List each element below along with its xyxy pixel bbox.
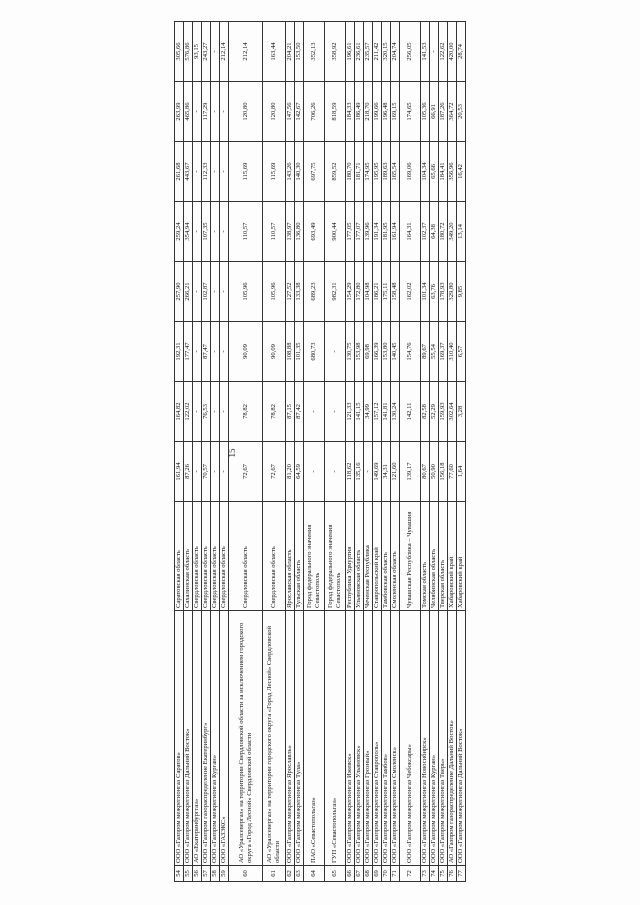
value-cell: 261,68 [175,142,184,202]
value-cell: - [211,442,220,502]
value-cell: 156,18 [439,442,448,502]
value-cell: - [211,322,220,382]
region-cell: Смоленская область [391,502,400,611]
region-cell: Хабаровский край [457,502,466,611]
value-cell: 174,65 [400,82,421,142]
value-cell: 192,31 [175,322,184,382]
value-cell: 121,60 [391,442,400,502]
region-cell: Тверская область [439,502,448,611]
value-cell: 136,80 [295,202,304,262]
value-cell: 110,57 [263,202,286,262]
value-cell: - [211,202,220,262]
row-number-cell: 63 [295,866,304,882]
organization-name-cell: ООО «Газпром межрегионгаз Смоленск» [391,611,400,866]
value-cell: 175,11 [382,262,391,322]
row-number-cell: 54 [175,866,184,882]
value-cell: 20,53 [457,82,466,142]
value-cell: 181,95 [382,202,391,262]
value-cell: 186,49 [355,82,364,142]
value-cell: 9,85 [457,262,466,322]
value-cell: 302,64 [448,382,457,442]
value-cell: 356,96 [448,142,457,202]
table-row [391,22,400,882]
organization-name-cell: ООО «Газпром межрегионгаз Тамбов» [382,611,391,866]
value-cell: 87,15 [286,382,295,442]
value-cell: 187,26 [439,82,448,142]
value-cell: 818,59 [325,82,346,142]
value-cell: 354,94 [184,202,193,262]
value-cell: 443,67 [184,142,193,202]
organization-name-cell: ООО «Газпром межрегионгаз Чебоксары» [400,611,421,866]
value-cell: 218,70 [364,82,373,142]
value-cell: 162,02 [400,262,421,322]
value-cell: 141,15 [355,382,364,442]
value-cell: - [193,142,202,202]
value-cell: - [193,442,202,502]
value-cell: - [193,382,202,442]
value-cell: 364,72 [448,82,457,142]
value-cell: 28,74 [457,22,466,82]
value-cell: 63,76 [430,262,439,322]
table-row [439,22,448,882]
value-cell: 177,05 [346,202,355,262]
value-cell: 102,87 [202,262,211,322]
value-cell: - [193,202,202,262]
value-cell: 184,41 [439,142,448,202]
organization-name-cell: АО «Екатеринбурггаз» [193,611,202,866]
value-cell: 135,16 [355,442,364,502]
value-cell: 154,29 [346,262,355,322]
value-cell: 153,80 [382,322,391,382]
table-body [175,22,466,882]
table-row [295,22,304,882]
organization-name-cell: ООО «Газпром межрегионгаз Грозный» [364,611,373,866]
value-cell: 900,44 [325,202,346,262]
value-cell: 212,14 [229,22,263,82]
value-cell: 87,42 [295,382,304,442]
value-cell: 122,02 [184,382,193,442]
value-cell: 149,69 [373,442,382,502]
value-cell: 143,26 [286,142,295,202]
value-cell: 196,61 [346,22,355,82]
value-cell: 34,31 [382,442,391,502]
region-cell: Томская область [421,502,430,611]
value-cell: 147,56 [286,82,295,142]
value-cell: 180,70 [346,142,355,202]
table-row [184,22,193,882]
value-cell: 164,31 [400,202,421,262]
value-cell: 181,71 [355,142,364,202]
table-row [430,22,439,882]
value-cell: 169,37 [439,322,448,382]
table-row [304,22,325,882]
table-row [400,22,421,882]
value-cell: 465,86 [184,82,193,142]
value-cell: - [220,202,229,262]
value-cell: 697,75 [304,142,325,202]
value-cell: 236,61 [355,22,364,82]
value-cell: 256,05 [400,22,421,82]
organization-name-cell: ООО «Газпром межрегионгаз Ижевск» [346,611,355,866]
value-cell: 120,80 [229,82,263,142]
table-row [364,22,373,882]
value-cell: 72,67 [229,442,263,502]
region-cell: Свердловская область [193,502,202,611]
value-cell: 101,34 [421,262,430,322]
value-cell: 13,14 [457,202,466,262]
value-cell: - [325,382,346,442]
value-cell: 243,27 [202,22,211,82]
organization-name-cell: ГУП «Севастопольгаз» [325,611,346,866]
value-cell: 177,47 [184,322,193,382]
table-row [175,22,184,882]
organization-name-cell: АО «Газпром газораспределение Дальний Восток» [448,611,457,866]
value-cell: 204,74 [391,22,400,82]
region-cell: Хабаровский край [448,502,457,611]
value-cell: 166,39 [373,322,382,382]
row-number-cell: 57 [202,866,211,882]
table-row [346,22,355,882]
table-row [382,22,391,882]
page-number: 15 [227,448,237,458]
row-number-cell: 60 [229,866,263,882]
value-cell: 212,14 [220,22,229,82]
value-cell: 70,57 [202,442,211,502]
organization-name-cell: ООО «Газпром межрегионгаз Тверь» [439,611,448,866]
value-cell: 105,36 [421,82,430,142]
value-cell: 34,99 [364,382,373,442]
value-cell: 112,33 [202,142,211,202]
value-cell: 172,80 [355,262,364,322]
organization-name-cell: ООО «Газпром межрегионгаз Саратов» [175,611,184,866]
value-cell: 115,69 [229,142,263,202]
table-row [263,22,286,882]
table-row [325,22,346,882]
row-number-cell: 56 [193,866,202,882]
value-cell: - [211,262,220,322]
value-cell: 50,90 [430,442,439,502]
region-cell: Свердловская область [211,502,220,611]
table-row [457,22,466,882]
value-cell: 191,34 [373,202,382,262]
value-cell: 110,57 [229,202,263,262]
value-cell: 66,91 [430,82,439,142]
value-cell: 982,31 [325,262,346,322]
value-cell: 108,88 [286,322,295,382]
value-cell: 78,82 [229,382,263,442]
value-cell: 195,95 [373,142,382,202]
row-number-cell: 62 [286,866,295,882]
organization-name-cell: АО «Уралсевергаз» на территории городского округа «Город Лесной» Свердловской области [263,611,286,866]
value-cell: 142,11 [400,382,421,442]
table-row [355,22,364,882]
value-cell: 104,98 [364,262,373,322]
value-cell: 78,82 [263,382,286,442]
value-cell: 161,94 [175,442,184,502]
value-cell: - [211,382,220,442]
row-number-cell: 76 [448,866,457,882]
row-number-cell: 69 [373,866,382,882]
organization-name-cell: ООО «Газпром межрегионгаз Ульяновск» [355,611,364,866]
value-cell: 120,80 [263,82,286,142]
value-cell: 139,17 [400,442,421,502]
value-cell: 115,69 [263,142,286,202]
value-cell: 420,00 [448,22,457,82]
value-cell: 211,42 [373,22,382,82]
value-cell: - [220,262,229,322]
value-cell: 90,09 [263,322,286,382]
organization-name-cell: ООО «Газпром межрегионгаз Дальний Восток» [457,611,466,866]
organization-name-cell: ООО «Газпром межрегионгаз Курган» [211,611,220,866]
value-cell: 104,34 [421,142,430,202]
row-number-cell: 58 [211,866,220,882]
row-number-cell: 72 [400,866,421,882]
region-cell: Республика Удмуртия [346,502,355,611]
table-row [211,22,220,882]
row-number-cell: 61 [263,866,286,882]
table-row [286,22,295,882]
tariff-table [174,21,466,882]
value-cell: 689,23 [304,262,325,322]
value-cell: 161,94 [391,202,400,262]
region-cell: Ульяновская область [355,502,364,611]
value-cell: 158,48 [391,262,400,322]
value-cell: 77,60 [448,442,457,502]
row-number-cell: 59 [220,866,229,882]
value-cell: 259,24 [175,202,184,262]
value-cell: 133,38 [295,262,304,322]
value-cell: 165,54 [391,142,400,202]
value-cell: 235,57 [364,22,373,82]
value-cell: 121,33 [346,382,355,442]
value-cell: 76,53 [202,382,211,442]
value-cell: 184,33 [346,82,355,142]
value-cell: 107,35 [202,202,211,262]
value-cell: - [304,442,325,502]
value-cell: 163,44 [263,22,286,82]
value-cell: 87,47 [202,322,211,382]
value-cell: 257,90 [175,262,184,322]
value-cell: - [430,22,439,82]
value-cell: - [304,382,325,442]
value-cell: 89,67 [421,322,430,382]
value-cell: 680,73 [304,322,325,382]
region-cell: Свердловская область [263,502,286,611]
region-cell: Свердловская область [229,502,263,611]
value-cell: 177,07 [355,202,364,262]
value-cell: 72,67 [263,442,286,502]
region-cell: Тульская область [295,502,304,611]
table-row [229,22,263,882]
value-cell: 180,72 [439,202,448,262]
value-cell: 55,54 [430,322,439,382]
value-cell: 154,76 [400,322,421,382]
value-cell: 169,06 [400,142,421,202]
organization-name-cell: ООО «Газпром межрегионгаз Ярославль» [286,611,295,866]
row-number-cell: 66 [346,866,355,882]
value-cell: - [364,442,373,502]
table-row [421,22,430,882]
value-cell: 105,96 [229,262,263,322]
value-cell: 305,66 [175,22,184,82]
organization-name-cell: ООО «Газпром межрегионгаз Тула» [295,611,304,866]
region-cell: Тамбовская область [382,502,391,611]
value-cell: - [220,322,229,382]
value-cell: 263,99 [175,82,184,142]
value-cell: 138,97 [286,202,295,262]
value-cell: 81,20 [286,442,295,502]
value-cell: 204,21 [286,22,295,82]
value-cell: - [193,82,202,142]
value-cell: 310,40 [448,322,457,382]
value-cell: 169,15 [391,82,400,142]
value-cell: 186,21 [373,262,382,322]
value-cell: 101,35 [295,322,304,382]
value-cell: 1,64 [457,442,466,502]
row-number-cell: 77 [457,866,466,882]
region-cell: Город федерального значения Севастополь [304,502,325,611]
value-cell: - [211,82,220,142]
value-cell: 174,95 [364,142,373,202]
value-cell: 82,58 [421,382,430,442]
region-cell: Ярославская область [286,502,295,611]
value-cell: 87,26 [184,442,193,502]
value-cell: - [325,322,346,382]
value-cell: 153,50 [295,22,304,82]
value-cell: 142,67 [295,82,304,142]
table-row [373,22,382,882]
value-cell: - [220,382,229,442]
value-cell: 141,81 [382,382,391,442]
value-cell: 189,63 [382,142,391,202]
value-cell: 122,62 [439,22,448,82]
row-number-cell: 74 [430,866,439,882]
region-cell: Чувашская Республика – Чувашия [400,502,421,611]
row-number-cell: 68 [364,866,373,882]
row-number-cell: 75 [439,866,448,882]
organization-name-cell: АО «Уралсевергаз» на территории Свердловской области за исключением городского округа «Город Лесной» Свердловской области [229,611,263,866]
value-cell: - [193,322,202,382]
value-cell: - [220,442,229,502]
value-cell: 118,62 [346,442,355,502]
value-cell: 352,13 [304,22,325,82]
value-cell: - [193,262,202,322]
row-number-cell: 70 [382,866,391,882]
value-cell: 6,57 [457,322,466,382]
value-cell: 102,37 [421,202,430,262]
value-cell: 127,52 [286,262,295,322]
organization-name-cell: ООО «ГАЗЭКС» [220,611,229,866]
value-cell: 130,24 [391,382,400,442]
value-cell: 3,28 [457,382,466,442]
value-cell: 157,12 [373,382,382,442]
region-cell: Свердловская область [220,502,229,611]
value-cell: 139,96 [364,202,373,262]
organization-name-cell: ПАО «Севастопольгаз» [304,611,325,866]
region-cell: Ставропольский край [373,502,382,611]
region-cell: Сахалинская область [184,502,193,611]
rotated-table-container [174,22,466,882]
value-cell: 320,15 [382,22,391,82]
region-cell: Чеченская Республика [364,502,373,611]
value-cell: 329,80 [448,262,457,322]
organization-name-cell: ООО «Газпром газораспределение Екатеринбург» [202,611,211,866]
value-cell: 576,86 [184,22,193,82]
value-cell: 64,59 [295,442,304,502]
value-cell: 140,45 [391,322,400,382]
value-cell: 64,38 [430,202,439,262]
value-cell: 130,75 [346,322,355,382]
value-cell: - [220,142,229,202]
region-cell: Саратовская область [175,502,184,611]
value-cell: 90,09 [229,322,263,382]
value-cell: 140,30 [295,142,304,202]
value-cell: 693,49 [304,202,325,262]
value-cell: 105,96 [263,262,286,322]
table-row [202,22,211,882]
value-cell: 196,48 [382,82,391,142]
organization-name-cell: ООО «Газпром межрегионгаз Новосибирск» [421,611,430,866]
value-cell: 69,98 [364,322,373,382]
region-cell: Город федерального значения Севастополь [325,502,346,611]
value-cell: 859,52 [325,142,346,202]
value-cell: - [325,442,346,502]
table-row [448,22,457,882]
value-cell: 159,93 [439,382,448,442]
value-cell: 266,21 [184,262,193,322]
value-cell: 93,15 [193,22,202,82]
value-cell: 164,82 [175,382,184,442]
organization-name-cell: ООО «Газпром межрегионгаз Дальний Восток» [184,611,193,866]
row-number-cell: 67 [355,866,364,882]
row-number-cell: 64 [304,866,325,882]
table-row [193,22,202,882]
value-cell: 52,29 [430,382,439,442]
value-cell: 80,67 [421,442,430,502]
row-number-cell: 71 [391,866,400,882]
value-cell: 117,29 [202,82,211,142]
organization-name-cell: ООО «Газпром межрегионгаз Курган» [430,611,439,866]
value-cell: 199,66 [373,82,382,142]
value-cell: 65,66 [430,142,439,202]
value-cell: - [211,142,220,202]
value-cell: 153,98 [355,322,364,382]
value-cell: 349,20 [448,202,457,262]
row-number-cell: 73 [421,866,430,882]
value-cell: 16,42 [457,142,466,202]
value-cell: 706,26 [304,82,325,142]
value-cell: 178,93 [439,262,448,322]
value-cell: - [220,82,229,142]
value-cell: 358,92 [325,22,346,82]
row-number-cell: 55 [184,866,193,882]
region-cell: Свердловская область [202,502,211,611]
value-cell: 141,53 [421,22,430,82]
organization-name-cell: ООО «Газпром межрегионгаз Ставрополь» [373,611,382,866]
region-cell: Челябинская область [430,502,439,611]
row-number-cell: 65 [325,866,346,882]
table-row [220,22,229,882]
value-cell: - [211,22,220,82]
